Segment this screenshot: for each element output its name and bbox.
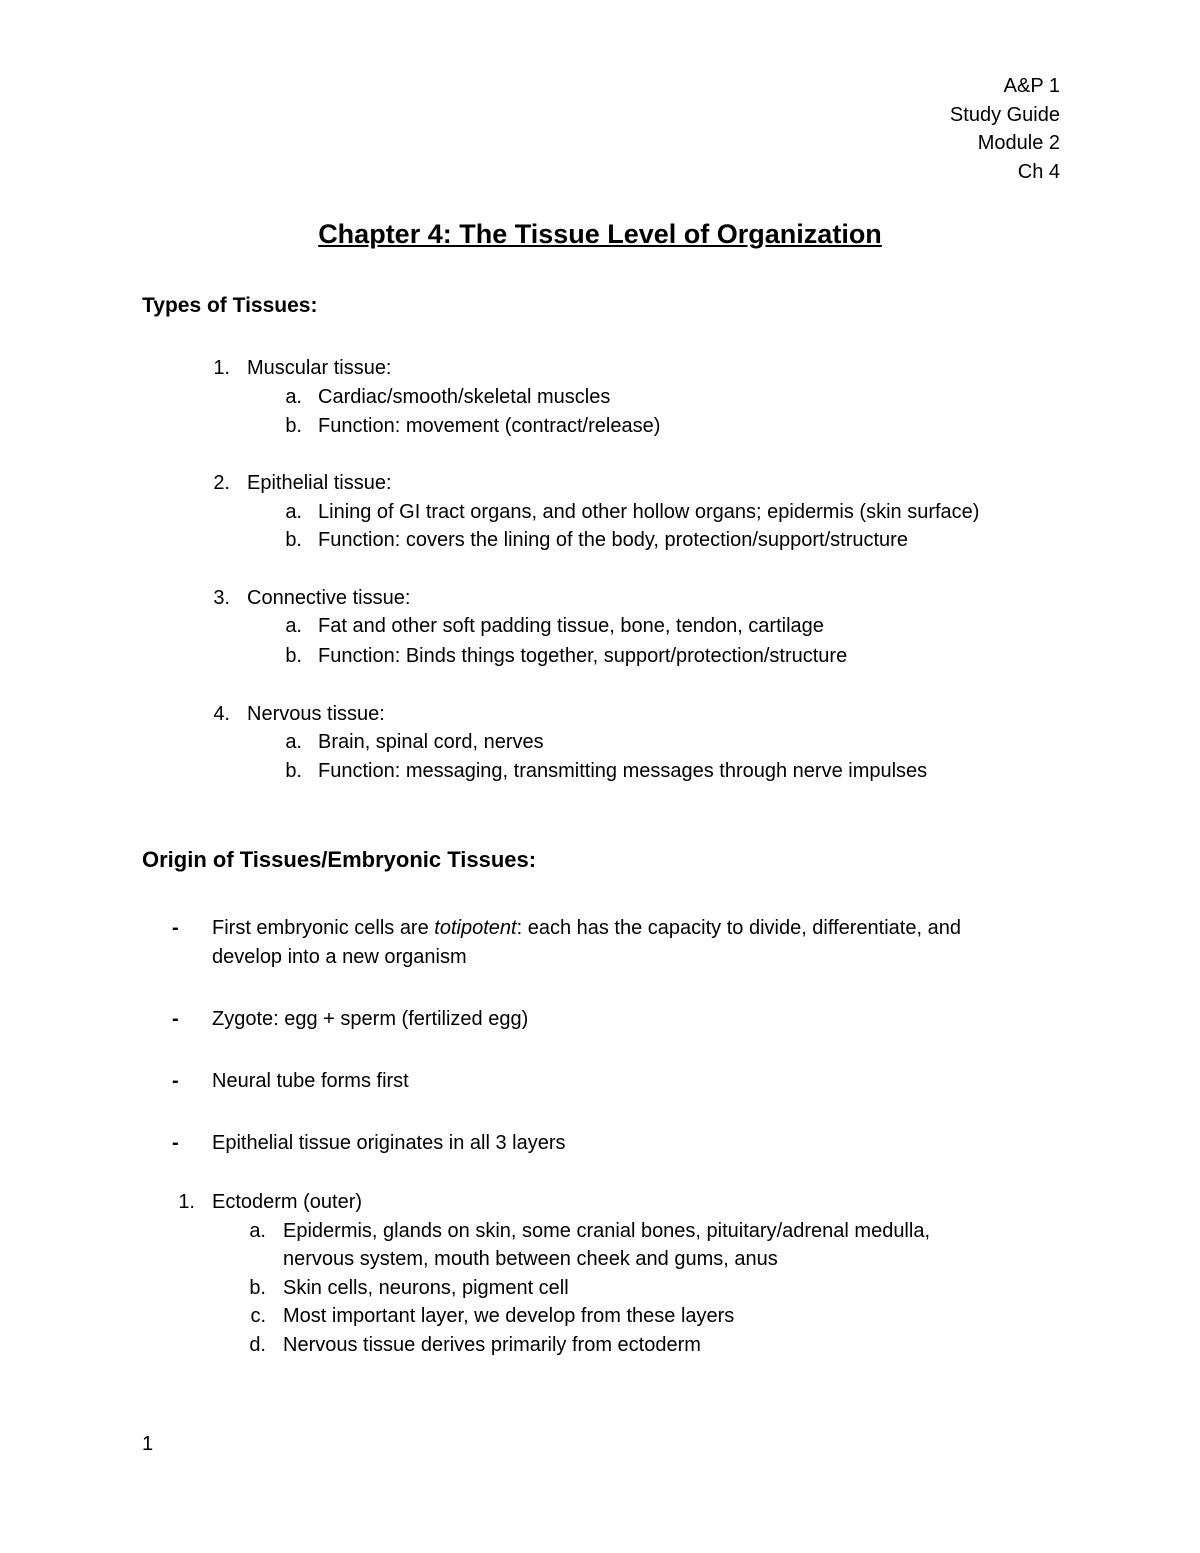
header-study-guide: Study Guide [949, 104, 1060, 126]
sub-item-text: Epidermis, glands on skin, some cranial bones, pituitary/adrenal medulla, [283, 1220, 931, 1242]
bullet-dash: - [172, 1070, 179, 1092]
list-number: 1. [213, 357, 230, 379]
page-number: 1 [142, 1433, 154, 1455]
sub-item-text: Most important layer, we develop from these layers [283, 1305, 735, 1327]
sub-item-text: Brain, spinal cord, nerves [318, 731, 544, 753]
sub-item-text: Function: Binds things together, support/protection/structure [318, 645, 848, 667]
sub-letter: b. [285, 415, 302, 437]
bullet-dash: - [172, 1008, 179, 1030]
bullet-text: Zygote: egg + sperm (fertilized egg) [212, 1008, 529, 1030]
sub-item-text-continued: nervous system, mouth between cheek and gums, anus [283, 1248, 778, 1270]
sub-item-text: Lining of GI tract organs, and other hollow organs; epidermis (skin surface) [318, 501, 980, 523]
bullet-text-end: : each has the capacity to divide, differentiate, and [516, 917, 961, 939]
list-item-label: Ectoderm (outer) [212, 1191, 363, 1213]
sub-letter: a. [249, 1220, 266, 1242]
section-heading-types: Types of Tissues: [142, 294, 318, 317]
bullet-dash: - [172, 917, 179, 939]
sub-letter: d. [249, 1334, 266, 1356]
header-module: Module 2 [977, 132, 1060, 154]
sub-item-text: Cardiac/smooth/skeletal muscles [318, 386, 611, 408]
list-item-label: Epithelial tissue: [247, 472, 392, 494]
sub-item-text: Function: messaging, transmitting messages through nerve impulses [318, 760, 928, 782]
sub-letter: a. [285, 615, 302, 637]
sub-letter: b. [285, 529, 302, 551]
sub-item-text: Function: movement (contract/release) [318, 415, 661, 437]
sub-letter: c. [250, 1305, 266, 1327]
sub-letter: b. [285, 645, 302, 667]
list-item-label: Muscular tissue: [247, 357, 392, 379]
sub-letter: b. [285, 760, 302, 782]
bullet-text: Epithelial tissue originates in all 3 layers [212, 1132, 566, 1154]
list-item-label: Nervous tissue: [247, 703, 385, 725]
list-number: 3. [213, 587, 230, 609]
sub-letter: a. [285, 386, 302, 408]
sub-item-text: Fat and other soft padding tissue, bone, tendon, cartilage [318, 615, 824, 637]
sub-letter: b. [249, 1277, 266, 1299]
sub-letter: a. [285, 731, 302, 753]
bullet-text-continued: develop into a new organism [212, 946, 467, 968]
sub-letter: a. [285, 501, 302, 523]
list-number: 2. [213, 472, 230, 494]
bullet-text: Neural tube forms first [212, 1070, 409, 1092]
list-number: 1. [178, 1191, 195, 1213]
header-chapter: Ch 4 [1017, 161, 1060, 183]
list-number: 4. [213, 703, 230, 725]
bullet-text-start: First embryonic cells are [212, 917, 435, 939]
sub-item-text: Nervous tissue derives primarily from ectoderm [283, 1334, 701, 1356]
italic-term: totipotent [434, 917, 517, 939]
bullet-text [212, 916, 961, 940]
header-course: A&P 1 [1003, 75, 1060, 97]
sub-item-text: Skin cells, neurons, pigment cell [283, 1277, 569, 1299]
page-title: Chapter 4: The Tissue Level of Organization [318, 219, 882, 249]
list-item-label: Connective tissue: [247, 587, 411, 609]
section-heading-origin: Origin of Tissues/Embryonic Tissues: [142, 847, 537, 872]
bullet-dash: - [172, 1132, 179, 1154]
sub-item-text: Function: covers the lining of the body, protection/support/structure [318, 529, 908, 551]
